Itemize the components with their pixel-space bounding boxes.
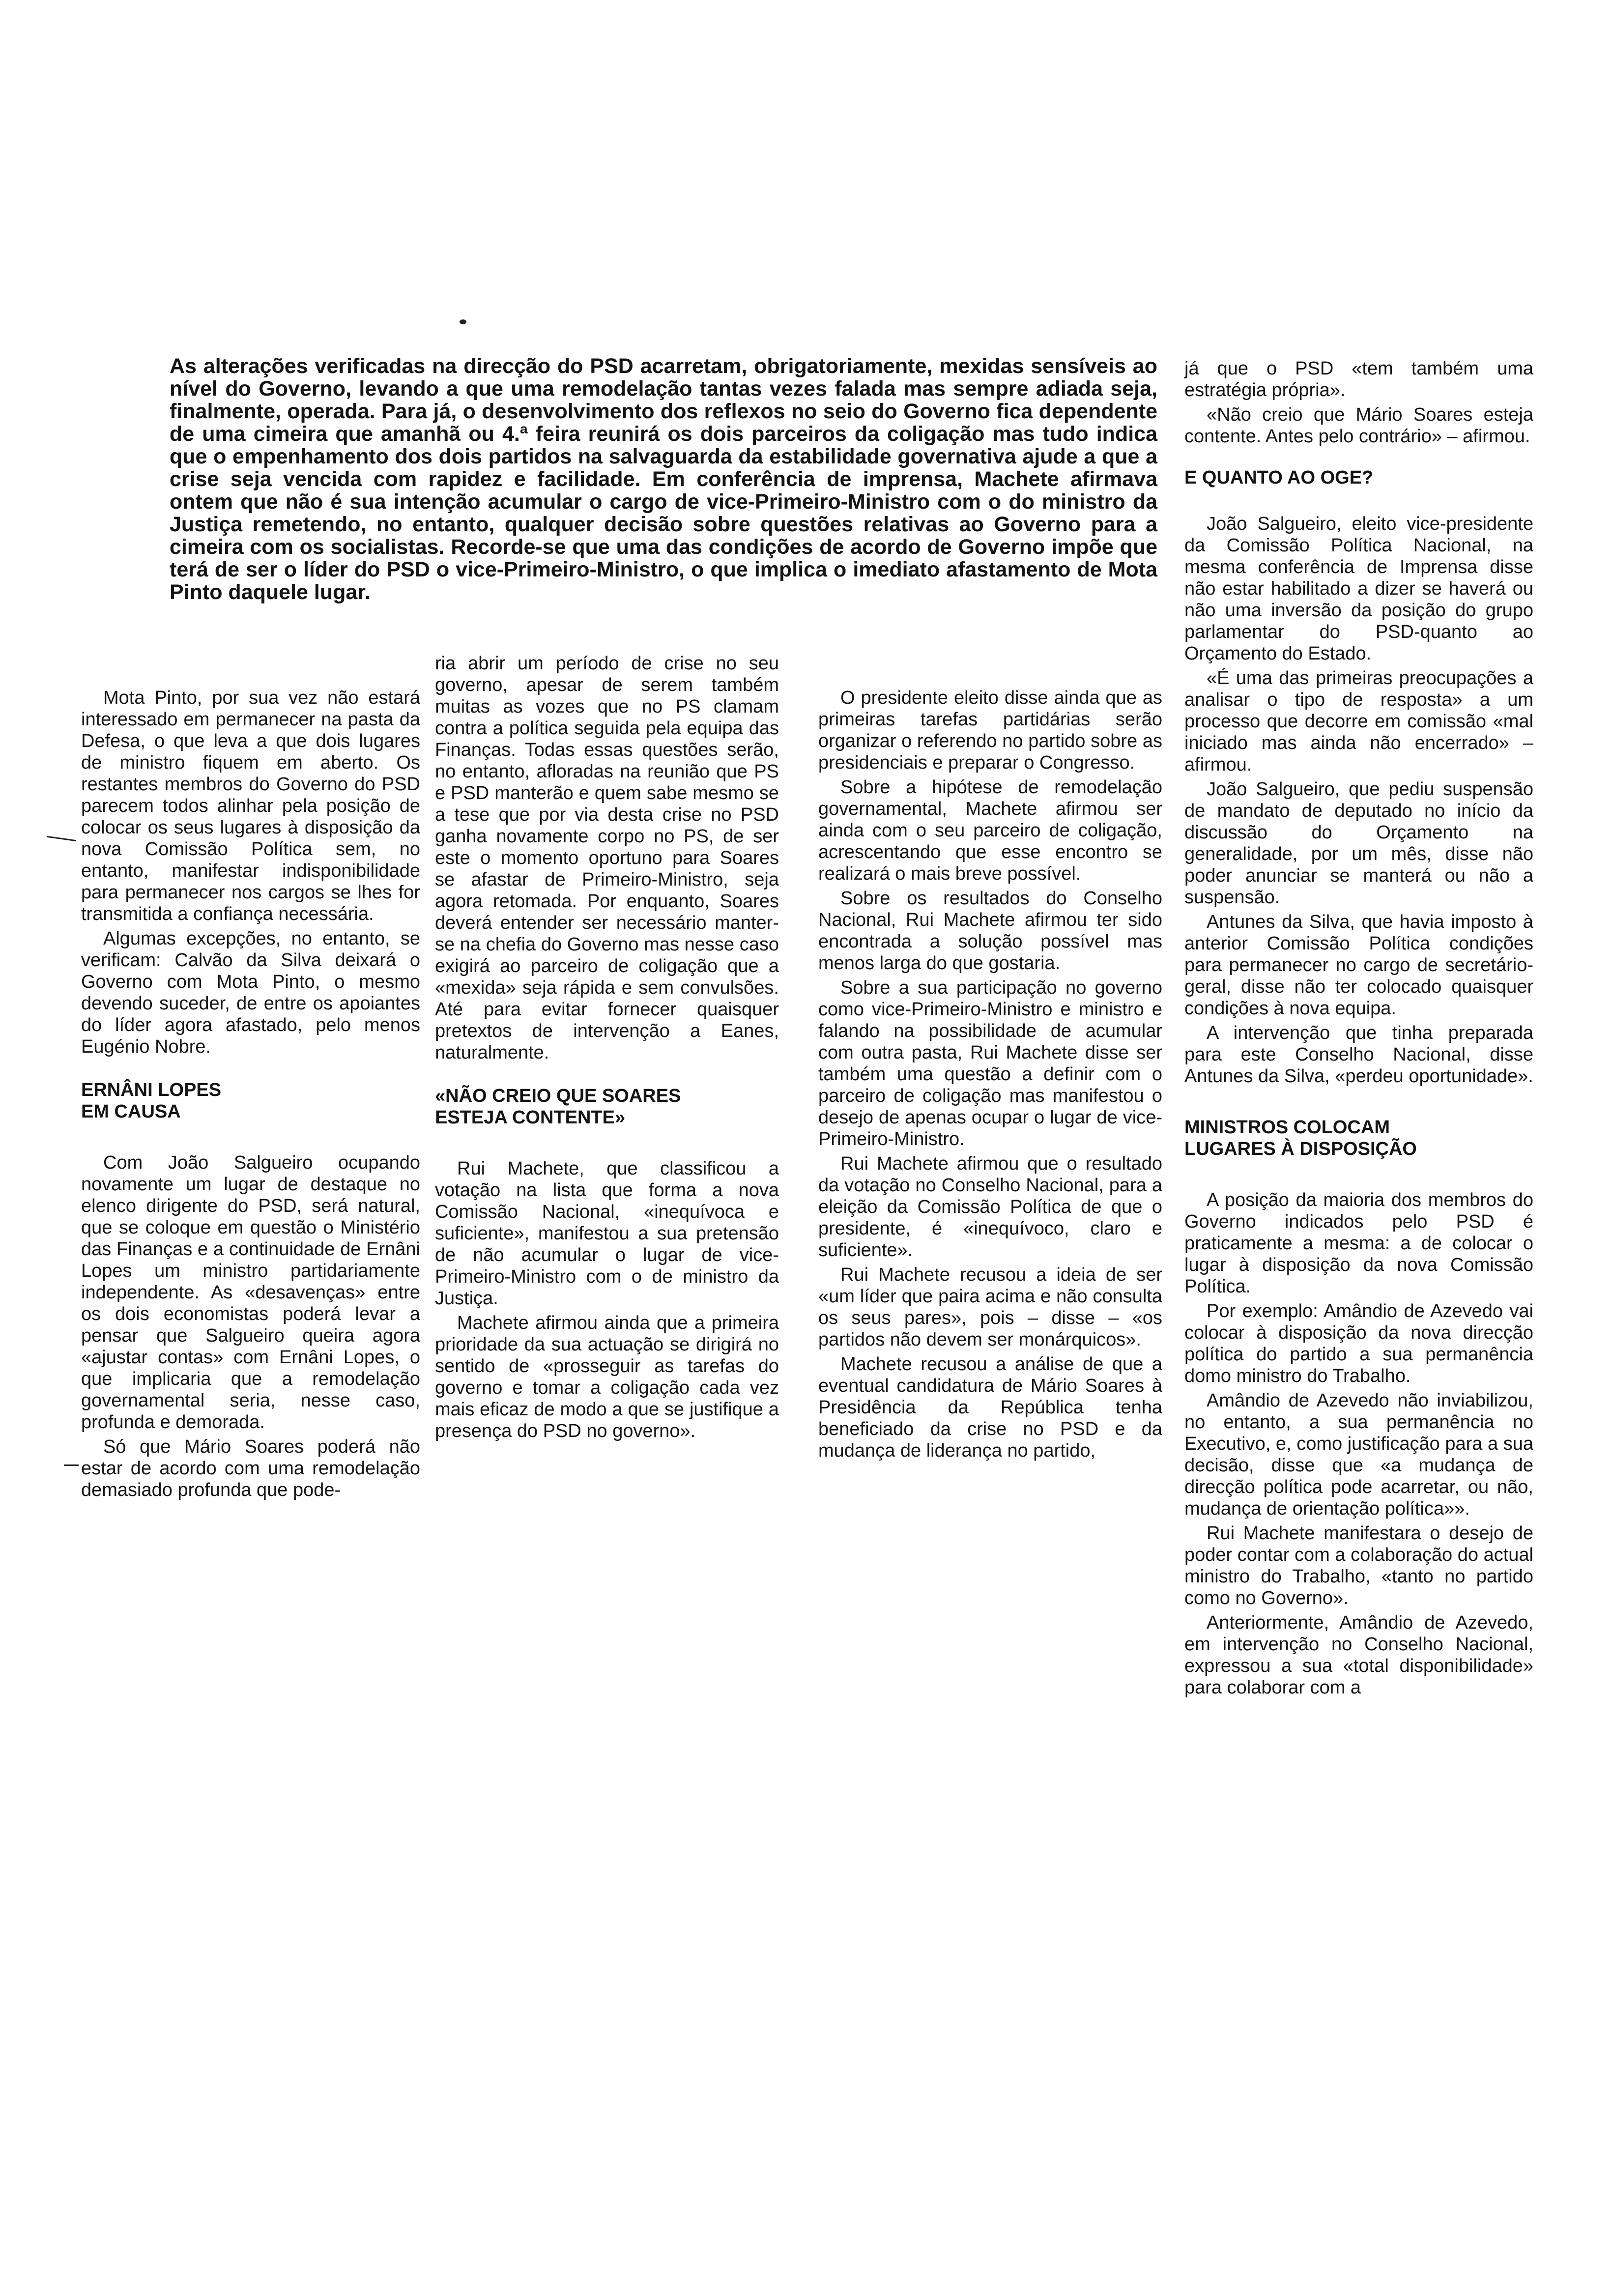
column-2 <box>435 653 779 1445</box>
section-heading-ernani-lopes <box>81 1079 420 1122</box>
paragraph: João Salgueiro, eleito vice-presidente da Comissão Política Nacional, na mesma conferência de Imprensa disse não estar habilitado a dizer se haverá ou não uma inversão da posição do grupo parlamentar do PSD-quanto ao Orçamento do Estado. <box>1184 514 1533 664</box>
paragraph: A intervenção que tinha preparada para este Conselho Nacional, disse Antunes da Silva, «perdeu oportunidade». <box>1184 1023 1533 1087</box>
paragraph: Rui Machete manifestara o desejo de poder contar com a colaboração do actual ministro do Trabalho, «tanto no partido como no Governo». <box>1184 1523 1533 1608</box>
lead-paragraph: As alterações verificadas na direcção do PSD acarretam, obrigatoriamente, mexidas sensíveis ao nível do Governo, levando a que uma remodelação tantas vezes falada mas sempre adiada seja, finalmente, operada. Para já, o desenvolvimento dos reflexos no seio do Governo fica dependente de uma cimeira que amanhã ou 4.ª feira reunirá os dois parceiros da coligação mas tudo indica que o empenhamento dos dois partidos na salvaguarda da estabilidade governativa ajude a que a crise seja vencida com rapidez e facilidade. Em conferência de imprensa, Machete afirmava ontem que não é sua intenção acumular o cargo de vice-Primeiro-Ministro com o do ministro da Justiça remetendo, no entanto, qualquer decisão sobre questões relativas ao Governo para a cimeira com os socialistas. Recorde-se que uma das condições de acordo de Governo impõe que terá de ser o líder do PSD o vice-Primeiro-Ministro, o que implica o imediato afastamento de Mota Pinto daquele lugar. <box>170 354 1157 604</box>
paragraph: Machete recusou a análise de que a eventual candidatura de Mário Soares à Presidência da República tenha beneficiado da crise no PSD e da mudança de liderança no partido, <box>818 1354 1162 1461</box>
paragraph: Algumas excepções, no entanto, se verificam: Calvão da Silva deixará o Governo com Mota Pinto, o mesmo devendo suceder, de entre os apoiantes do líder agora afastado, pelo menos Eugénio Nobre. <box>81 928 420 1057</box>
paragraph: Rui Machete, que classificou a votação na lista que forma a nova Comissão Nacional, «inequívoca e suficiente», manifestou a sua pretensão de não acumular o lugar de vice-Primeiro-Ministro com o de ministro da Justiça. <box>435 1158 779 1309</box>
heading-line: LUGARES À DISPOSIÇÃO <box>1184 1139 1417 1159</box>
heading-line: «NÃO CREIO QUE SOARES <box>435 1086 681 1106</box>
paragraph: João Salgueiro, que pediu suspensão de mandato de deputado no início da discussão do Orçamento na generalidade, por um mês, disse não poder anunciar se manterá ou não a suspensão. <box>1184 779 1533 908</box>
paragraph: «Não creio que Mário Soares esteja contente. Antes pelo contrário» – afirmou. <box>1184 404 1533 447</box>
paragraph: Rui Machete recusou a ideia de ser «um líder que paira acima e não consulta os seus pares», pois – disse – «os partidos não devem ser monárquicos». <box>818 1264 1162 1350</box>
paragraph: A posição da maioria dos membros do Governo indicados pelo PSD é praticamente a mesma: a de colocar o lugar à disposição da nova Comissão Política. <box>1184 1190 1533 1297</box>
paragraph: Amândio de Azevedo não inviabilizou, no entanto, a sua permanência no Executivo, e, como justificação para a sua decisão, disse que «a mudança de direcção política pode acarretar, ou não, mudança de orientação política»». <box>1184 1390 1533 1519</box>
paragraph: Sobre a hipótese de remodelação governamental, Machete afirmou ser ainda com o seu parceiro de coligação, acrescentando que esse encontro se realizará o mais breve possível. <box>818 777 1162 884</box>
section-heading-nao-creio <box>435 1085 779 1128</box>
paragraph: Com João Salgueiro ocupando novamente um lugar de destaque no elenco dirigente do PSD, será natural, que se coloque em questão o Ministério das Finanças e a continuidade de Ernâni Lopes um ministro partidariamente independente. As «desavenças» entre os dois economistas poderá levar a pensar que Salgueiro queira agora «ajustar contas» com Ernâni Lopes, o que implicaria que a remodelação governamental seria, nesse caso, profunda e demorada. <box>81 1152 420 1433</box>
paragraph: Rui Machete afirmou que o resultado da votação no Conselho Nacional, para a eleição da Comissão Política de que o presidente, é «inequívoco, claro e suficiente». <box>818 1153 1162 1261</box>
heading-line: ERNÂNI LOPES <box>81 1080 222 1100</box>
paragraph: O presidente eleito disse ainda que as primeiras tarefas partidárias serão organizar o referendo no partido sobre as presidenciais e preparar o Congresso. <box>818 688 1162 773</box>
paragraph: Sobre a sua participação no governo como vice-Primeiro-Ministro e ministro e falando na possibilidade de acumular com outra pasta, Rui Machete disse ser também uma questão a definir com o parceiro de coligação mas manifestou o desejo de apenas ocupar o lugar de vice-Primeiro-Ministro. <box>818 977 1162 1149</box>
heading-line: MINISTROS COLOCAM <box>1184 1117 1390 1138</box>
scan-line-left-2 <box>64 1464 79 1466</box>
paragraph: Só que Mário Soares poderá não estar de acordo com uma remodelação demasiado profunda que pode- <box>81 1436 420 1500</box>
paragraph: Mota Pinto, por sua vez não estará interessado em permanecer na pasta da Defesa, o que leva a que dois lugares de ministro fiquem em aberto. Os restantes membros do Governo do PSD parecem todos alinhar pela posição de colocar os seus lugares à disposição da nova Comissão Política sem, no entanto, manifestar indisponibilidade para permanecer nos cargos se lhes for transmitida a confiança necessária. <box>81 688 420 924</box>
paragraph: Antunes da Silva, que havia imposto à anterior Comissão Política condições para permanecer no cargo de secretário-geral, disse não ter colocado quaisquer condições à nova equipa. <box>1184 912 1533 1019</box>
scan-line-left <box>47 836 76 841</box>
scan-speck <box>460 319 466 324</box>
heading-line: EM CAUSA <box>81 1101 181 1122</box>
column-4 <box>1184 358 1533 1701</box>
paragraph: já que o PSD «tem também uma estratégia própria». <box>1184 358 1533 401</box>
paragraph: Por exemplo: Amândio de Azevedo vai colocar à disposição da nova direcção política do partido a sua permanência domo ministro do Trabalho. <box>1184 1301 1533 1386</box>
paragraph: «É uma das primeiras preocupações a analisar o tipo de resposta» a um processo que decorre em comissão «mal iniciado mas ainda não encerrado» – afirmou. <box>1184 668 1533 775</box>
heading-line: E QUANTO AO OGE? <box>1184 467 1374 488</box>
section-heading-oge <box>1184 467 1533 488</box>
section-heading-ministros <box>1184 1117 1533 1160</box>
column-3 <box>818 687 1162 1464</box>
paragraph: Sobre os resultados do Conselho Nacional, Rui Machete afirmou ter sido encontrada a solução possível mas menos larga do que gostaria. <box>818 888 1162 974</box>
paragraph: Machete afirmou ainda que a primeira prioridade da sua actuação se dirigirá no sentido de «prosseguir as tarefas do governo e tomar a coligação cada vez mais eficaz de modo a que se justifique a presença do PSD no governo». <box>435 1313 779 1441</box>
paragraph: ria abrir um período de crise no seu governo, apesar de serem também muitas as vozes que no PS clamam contra a política seguida pela equipa das Finanças. Todas essas questões serão, no entanto, afloradas na reunião que PS e PSD manterão e quem sabe mesmo se a tese que por via desta crise no PSD ganha novamente corpo no PS, de ser este o momento oportuno para Soares se afastar de Primeiro-Ministro, seja agora retomada. Por enquanto, Soares deverá entender ser necessário manter-se na chefia do Governo mas nesse caso exigirá ao parceiro de coligação que a «mexida» seja rápida e sem convulsões. Até para evitar fornecer quaisquer pretextos de intervenção a Eanes, naturalmente. <box>435 653 779 1063</box>
paragraph: Anteriormente, Amândio de Azevedo, em intervenção no Conselho Nacional, expressou a sua «total disponibilidade» para colaborar com a <box>1184 1612 1533 1698</box>
column-1 <box>81 687 420 1504</box>
heading-line: ESTEJA CONTENTE» <box>435 1107 626 1128</box>
